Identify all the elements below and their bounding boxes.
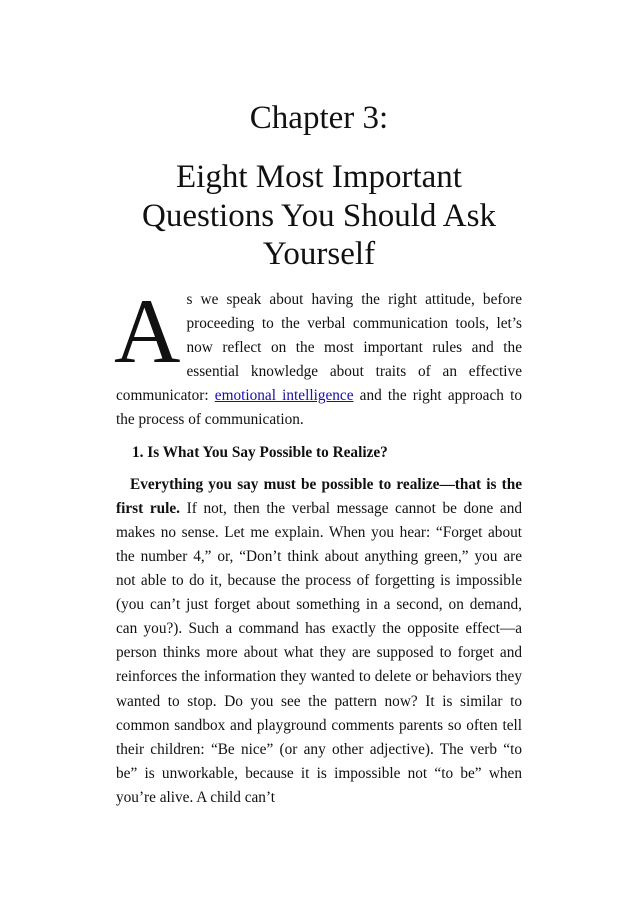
chapter-title-line: Yourself — [262, 236, 376, 272]
body-text — [114, 280, 522, 810]
chapter-title-line: Questions You Should Ask — [142, 197, 496, 234]
chapter-title-line: Eight Most Important — [176, 159, 462, 195]
chapter-label: Chapter 3: — [249, 100, 389, 136]
section-body: If not, then the verbal message cannot be done and makes no sense. Let me explain. When you hear: “Forget about the number 4,” or, “Don’t think about anything green,” you are not able to do it, because the process of forgetting is impossible (you can’t just forget about something in a second, on demand, can you?). Such a command has exactly the opposite effect—a person thinks more about what they are supposed to forget and reinforces the information they wanted to delete or behaviors they wanted to stop. Do you see the pattern now? It is similar to common sandbox and playground comments parents so often tell their children: “Be nice” (or any other adjective). The verb “to be” is unworkable, because it is impossible not “to be” when you’re alive. A child can’t — [116, 499, 522, 806]
chapter-title — [116, 158, 522, 274]
section-heading: 1. Is What You Say Possible to Realize? — [132, 443, 388, 461]
drop-cap: A — [114, 280, 181, 382]
section-paragraph — [116, 473, 522, 810]
intro-text: s we speak about having the right attitude, before proceeding to the verbal communication tools, let’s now reflect on the most important rules and the essential knowledge about traits of an effective communicator: — [116, 291, 522, 405]
emotional-intelligence-link[interactable]: emotional intelligence — [214, 387, 354, 405]
intro-text-end: and the right approach to the process of communication. — [116, 387, 522, 429]
bold-lead: Everything you say must be possible to realize—that is the first rule. — [116, 475, 522, 517]
intro-paragraph — [114, 280, 522, 433]
